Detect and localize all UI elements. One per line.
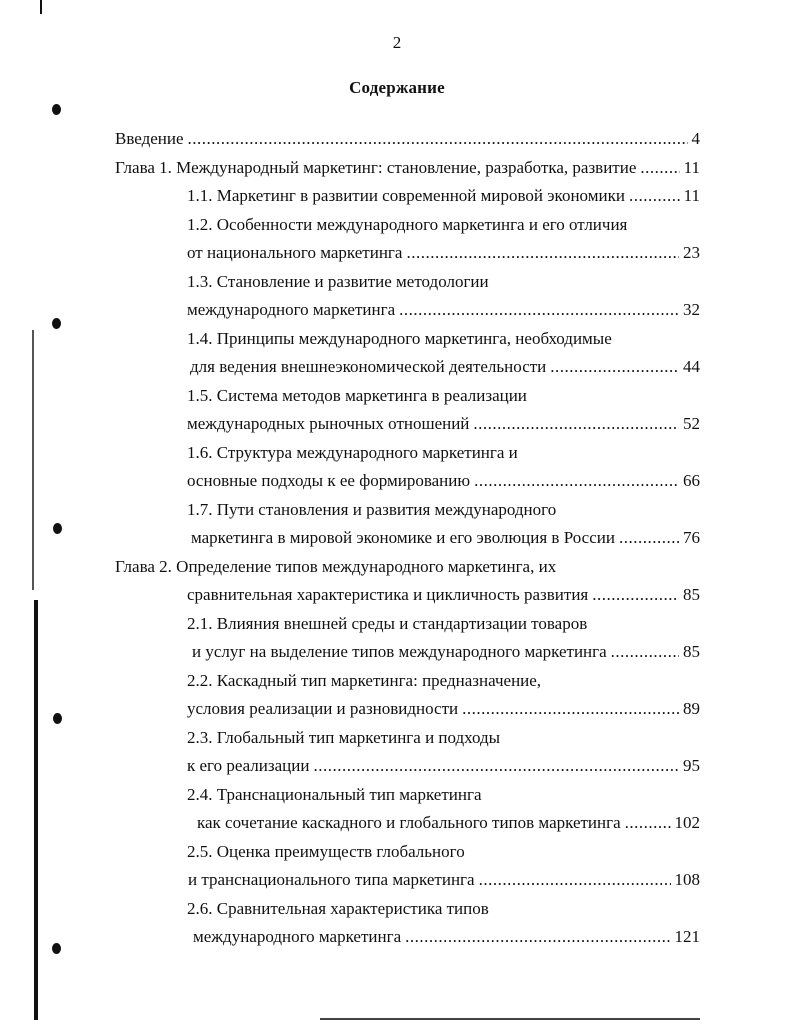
page-number: 2 xyxy=(392,33,402,52)
toc-entry-1-7-line-1[interactable] xyxy=(187,499,556,521)
scan-edge-mark xyxy=(32,330,34,590)
toc-entry-page: 32 xyxy=(683,300,700,319)
toc-entry-text: Введение xyxy=(115,129,184,148)
toc-entry-1-3-line-1[interactable] xyxy=(187,271,489,293)
binder-hole-mark xyxy=(52,104,61,115)
toc-entry-text: условия реализации и разновидности xyxy=(187,699,459,718)
toc-entry-page: 89 xyxy=(683,699,700,718)
toc-entry-text: Глава 1. Международный маркетинг: становление, разработка, развитие xyxy=(115,158,637,177)
toc-entry-text: сравнительная характеристика и цикличность развития xyxy=(187,585,589,604)
toc-entry-2-4-line-1[interactable] xyxy=(187,784,482,806)
toc-entry-2-2-line-2[interactable] xyxy=(187,698,700,720)
toc-entry-page: 102 xyxy=(674,813,700,832)
toc-entry-2-3-line-2[interactable] xyxy=(187,755,700,777)
dot-leader xyxy=(462,698,679,720)
toc-entry-page: 76 xyxy=(683,528,700,547)
toc-entry-chapter-2-line-1[interactable] xyxy=(115,556,556,578)
toc-entry-page: 11 xyxy=(683,158,700,177)
toc-entry-2-6-line-2[interactable] xyxy=(193,926,700,948)
toc-entry-introduction[interactable] xyxy=(115,128,700,150)
toc-entry-1-2-line-2[interactable] xyxy=(187,242,700,264)
dot-leader xyxy=(405,926,670,948)
toc-entry-text: 2.1. Влияния внешней среды и стандартизации товаров xyxy=(187,614,588,633)
toc-entry-page: 44 xyxy=(683,357,700,376)
toc-entry-text: 1.2. Особенности международного маркетинга и его отличия xyxy=(187,215,628,234)
toc-entry-chapter-1[interactable] xyxy=(115,157,700,179)
toc-entry-2-3-line-1[interactable] xyxy=(187,727,500,749)
toc-entry-2-6-line-1[interactable] xyxy=(187,898,489,920)
toc-entry-1-6-line-1[interactable] xyxy=(187,442,518,464)
toc-entry-text: 2.4. Транснациональный тип маркетинга xyxy=(187,785,482,804)
toc-entry-1-4-line-2[interactable] xyxy=(190,356,700,378)
toc-entry-text: Глава 2. Определение типов международного маркетинга, их xyxy=(115,557,557,576)
dot-leader xyxy=(611,641,679,663)
scan-bottom-edge xyxy=(320,1018,700,1020)
dot-leader xyxy=(619,527,679,549)
toc-entry-text: международных рыночных отношений xyxy=(187,414,470,433)
toc-entry-2-1-line-1[interactable] xyxy=(187,613,587,635)
toc-entry-page: 121 xyxy=(674,927,700,946)
toc-entry-page: 4 xyxy=(691,129,700,148)
toc-entry-text: 1.4. Принципы международного маркетинга, необходимые xyxy=(187,329,612,348)
toc-entry-1-6-line-2[interactable] xyxy=(187,470,700,492)
toc-entry-text: международного маркетинга xyxy=(187,300,396,319)
binder-hole-mark xyxy=(52,943,61,954)
toc-entry-page: 85 xyxy=(683,642,700,661)
dot-leader xyxy=(399,299,679,321)
toc-entry-text: от национального маркетинга xyxy=(187,243,403,262)
dot-leader xyxy=(188,128,688,150)
toc-entry-text: к его реализации xyxy=(187,756,310,775)
dot-leader xyxy=(479,869,671,891)
toc-entry-1-5-line-1[interactable] xyxy=(187,385,527,407)
toc-entry-text: 1.3. Становление и развитие методологии xyxy=(187,272,489,291)
dot-leader xyxy=(592,584,679,606)
toc-entry-text: 1.1. Маркетинг в развитии современной мировой экономики xyxy=(187,186,625,205)
toc-entry-text: основные подходы к ее формированию xyxy=(187,471,471,490)
toc-entry-text: для ведения внешнеэкономической деятельности xyxy=(190,357,547,376)
dot-leader xyxy=(629,185,680,207)
toc-entry-1-5-line-2[interactable] xyxy=(187,413,700,435)
toc-entry-1-2-line-1[interactable] xyxy=(187,214,627,236)
scan-edge-mark xyxy=(40,0,42,14)
toc-entry-1-4-line-1[interactable] xyxy=(187,328,612,350)
toc-entry-text: международного маркетинга xyxy=(193,927,402,946)
dot-leader xyxy=(640,157,679,179)
toc-entry-page: 85 xyxy=(683,585,700,604)
toc-entry-2-2-line-1[interactable] xyxy=(187,670,541,692)
dot-leader xyxy=(473,413,679,435)
binder-hole-mark xyxy=(52,318,61,329)
binder-hole-mark xyxy=(53,523,62,534)
toc-entry-text: как сочетание каскадного и глобального типов маркетинга xyxy=(197,813,621,832)
page-title: Содержание xyxy=(349,78,445,97)
toc-entry-text: 2.3. Глобальный тип маркетинга и подходы xyxy=(187,728,501,747)
dot-leader xyxy=(406,242,679,264)
toc-entry-2-5-line-1[interactable] xyxy=(187,841,465,863)
toc-entry-2-1-line-2[interactable] xyxy=(192,641,700,663)
toc-entry-1-1[interactable] xyxy=(187,185,700,207)
toc-entry-text: 1.7. Пути становления и развития международного xyxy=(187,500,557,519)
toc-entry-page: 95 xyxy=(683,756,700,775)
toc-entry-page: 66 xyxy=(683,471,700,490)
scan-edge-mark xyxy=(34,600,38,1020)
toc-entry-text: и услуг на выделение типов международного маркетинга xyxy=(192,642,607,661)
toc-entry-2-5-line-2[interactable] xyxy=(188,869,700,891)
toc-entry-text: 2.6. Сравнительная характеристика типов xyxy=(187,899,489,918)
dot-leader xyxy=(625,812,671,834)
toc-entry-text: маркетинга в мировой экономике и его эволюция в России xyxy=(191,528,615,547)
toc-entry-text: 1.6. Структура международного маркетинга и xyxy=(187,443,518,462)
toc-entry-text: 2.5. Оценка преимуществ глобального xyxy=(187,842,465,861)
toc-entry-text: и транснационального типа маркетинга xyxy=(188,870,475,889)
toc-entry-page: 11 xyxy=(683,186,700,205)
toc-entry-1-3-line-2[interactable] xyxy=(187,299,700,321)
toc-entry-text: 2.2. Каскадный тип маркетинга: предназначение, xyxy=(187,671,542,690)
dot-leader xyxy=(474,470,679,492)
toc-entry-1-7-line-2[interactable] xyxy=(191,527,700,549)
dot-leader xyxy=(313,755,679,777)
dot-leader xyxy=(550,356,679,378)
toc-entry-page: 108 xyxy=(674,870,700,889)
toc-entry-chapter-2-line-2[interactable] xyxy=(187,584,700,606)
toc-entry-2-4-line-2[interactable] xyxy=(197,812,700,834)
toc-entry-page: 52 xyxy=(683,414,700,433)
toc-entry-text: 1.5. Система методов маркетинга в реализации xyxy=(187,386,527,405)
toc-entry-page: 23 xyxy=(683,243,700,262)
binder-hole-mark xyxy=(53,713,62,724)
